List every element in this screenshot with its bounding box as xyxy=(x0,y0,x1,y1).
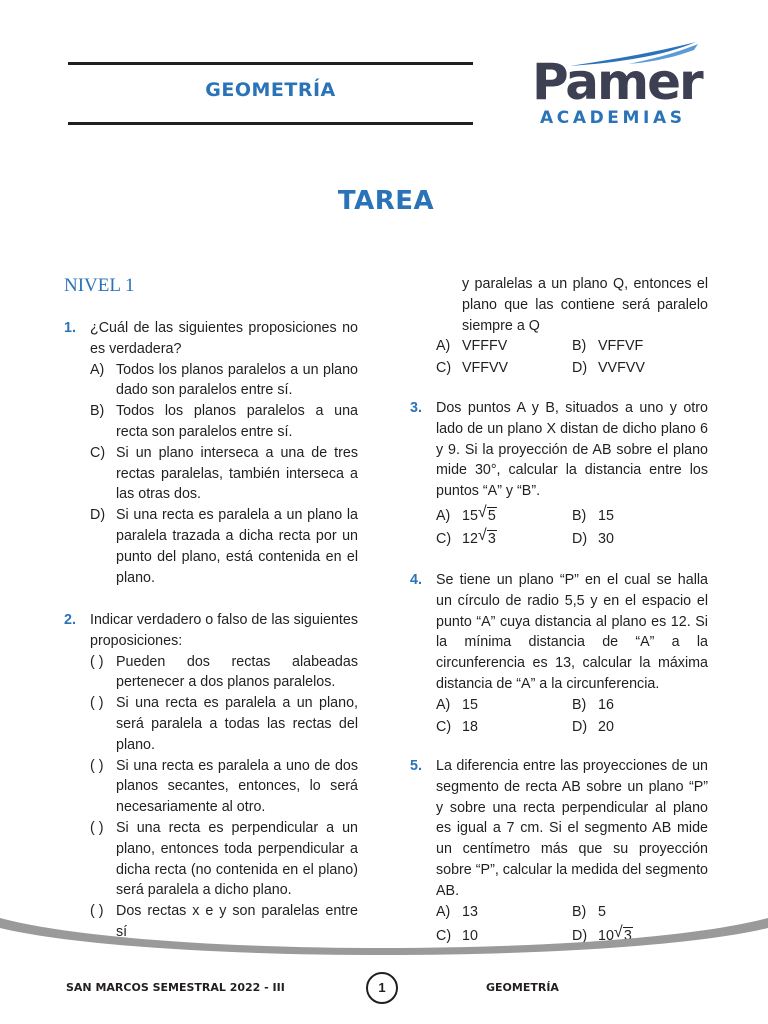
level-heading: NIVEL 1 xyxy=(64,275,135,296)
statement-4 xyxy=(90,818,358,901)
option-label: A) xyxy=(436,338,451,355)
footer-arc xyxy=(0,900,768,960)
option-label: B) xyxy=(90,403,105,420)
option-text: VFFVV xyxy=(462,360,509,377)
question-4 xyxy=(410,570,708,739)
question-text: Dos puntos A y B, situados a uno y otro lado de un plano X distan de dicho plano 6 y 9. Si la proyección de AB sobre el plano mide 30°, calcular la distancia entre los puntos “A” y “B”. xyxy=(436,400,708,500)
option-label: B) xyxy=(572,338,587,355)
option-text: VVFVV xyxy=(598,360,645,377)
statement-text: Pueden dos rectas alabeadas pertenecer a dos planos paralelos. xyxy=(116,653,358,691)
option-label: B) xyxy=(572,903,587,920)
page-title: TAREA xyxy=(337,186,435,216)
question-3 xyxy=(410,398,708,552)
option-d xyxy=(572,358,708,380)
option-c xyxy=(90,443,358,505)
statement-text: Si una recta es paralela a uno de dos planos secantes, entonces, lo será necesariamente al otro. xyxy=(116,757,358,816)
question-text: La diferencia entre las proyecciones de un segmento de recta AB sobre un plano “P” y sobre una recta perpendicular al plano es igual a 7 cm. Si el segmento AB mide un centímetro más que su proyección sobre “P”, calcular la medida del segmento AB. xyxy=(436,758,708,899)
question-2-continued xyxy=(410,274,708,380)
radical-sign-icon: √ xyxy=(477,526,487,544)
radical-sign-icon: √ xyxy=(613,923,623,941)
option-c xyxy=(436,358,572,380)
option-text: 15 xyxy=(598,507,614,524)
option-label: C) xyxy=(436,360,452,377)
option-b xyxy=(572,695,708,717)
statement-3 xyxy=(90,756,358,818)
option-text: 5 xyxy=(598,903,606,920)
option-coefficient: 12 xyxy=(462,530,478,547)
option-d xyxy=(572,529,708,552)
option-label: C) xyxy=(436,530,452,547)
option-text: VFFFV xyxy=(462,338,508,355)
option-text: 13 xyxy=(462,903,478,920)
statement-text: Si una recta es perpendicular a un plano, entonces toda perpendicular a dicha recta (no contenida en el plano) será paralela a dicho plano. xyxy=(116,819,358,899)
option-text: VFFVF xyxy=(598,338,644,355)
option-label: C) xyxy=(436,927,452,944)
option-label: C) xyxy=(436,718,452,735)
statement-blank: ( ) xyxy=(90,653,104,670)
question-2 xyxy=(64,610,358,943)
option-a xyxy=(436,695,572,717)
option-label: A) xyxy=(436,507,451,524)
options-grid xyxy=(436,695,708,739)
option-b xyxy=(572,506,708,529)
question-number: 4. xyxy=(410,572,422,588)
option-label: D) xyxy=(572,360,588,377)
option-label: D) xyxy=(90,507,106,524)
statement-5-continued xyxy=(436,274,708,336)
options-grid xyxy=(436,336,708,380)
option-text: 15 xyxy=(462,696,478,713)
option-label: D) xyxy=(572,530,588,547)
question-number: 3. xyxy=(410,400,422,416)
options-grid xyxy=(436,503,708,552)
option-coefficient: 10 xyxy=(598,927,614,944)
page-number: 1 xyxy=(366,972,398,1004)
question-number: 2. xyxy=(64,612,76,628)
statement-blank: ( ) xyxy=(90,903,104,920)
option-text: 16 xyxy=(598,696,614,713)
statement-blank: ( ) xyxy=(90,819,104,836)
statement-text: Dos rectas x e y son paralelas entre sí xyxy=(116,903,358,940)
option-d xyxy=(572,717,708,739)
option-text: 10 xyxy=(462,927,478,944)
footer-subject: GEOMETRÍA xyxy=(486,981,559,994)
option-label: D) xyxy=(572,927,588,944)
question-number: 5. xyxy=(410,758,422,774)
option-a xyxy=(436,503,572,529)
option-c xyxy=(436,526,572,552)
radicand: 3 xyxy=(487,530,496,547)
statement-1 xyxy=(90,652,358,694)
statement-text: Si una recta es paralela a un plano, será paralela a todas las rectas del plano. xyxy=(116,695,358,753)
logo-word: Pamer xyxy=(532,53,702,111)
pamer-logo xyxy=(528,40,708,130)
option-a xyxy=(90,360,358,402)
statement-blank: ( ) xyxy=(90,695,104,712)
option-label: C) xyxy=(90,444,106,461)
option-text: Todos los planos paralelos a un plano dado son paralelos entre sí. xyxy=(116,361,358,399)
option-text: Si una recta es paralela a un plano la paralela trazada a dicha recta por un punto del plano, está contenida en el plano. xyxy=(116,507,358,586)
statement-text: y paralelas a un plano Q, entonces el plano que las contiene será paralelo siempre a Q xyxy=(462,276,708,334)
option-coefficient: 15 xyxy=(462,507,478,524)
option-c xyxy=(436,717,572,739)
header-rule-top xyxy=(68,62,473,65)
option-a xyxy=(436,336,572,358)
question-text: Indicar verdadero o falso de las siguientes proposiciones: xyxy=(90,612,358,649)
header-rule-bottom xyxy=(68,122,473,125)
radical-sign-icon: √ xyxy=(477,503,487,521)
option-label: B) xyxy=(572,696,587,713)
option-label: D) xyxy=(572,718,588,735)
option-text: 18 xyxy=(462,718,478,735)
logo-subtitle: ACADEMIAS xyxy=(540,108,686,128)
option-b xyxy=(90,401,358,443)
square-root xyxy=(477,503,497,527)
statement-2 xyxy=(90,693,358,755)
question-text: Se tiene un plano “P” en el cual se halla un círculo de radio 5,5 y en el espacio el punto “A” cuya distancia al plano es 12. Si la mínima distancia de “A” a la circunferencia es 13, calcular la máxima distancia de “A” a la circunferencia. xyxy=(436,572,708,692)
square-root xyxy=(477,526,497,550)
question-1 xyxy=(64,318,358,588)
footer-course: SAN MARCOS SEMESTRAL 2022 - III xyxy=(66,981,285,994)
option-label: A) xyxy=(90,361,105,378)
option-label: B) xyxy=(572,507,587,524)
subject-title: GEOMETRÍA xyxy=(205,79,336,101)
option-label: A) xyxy=(436,903,451,920)
option-text: 30 xyxy=(598,530,614,547)
option-label: A) xyxy=(436,696,451,713)
statement-blank: ( ) xyxy=(90,757,104,774)
radicand: 5 xyxy=(487,507,496,524)
option-text: Todos los planos paralelos a una recta son paralelos entre sí. xyxy=(116,403,358,440)
question-text: ¿Cuál de las siguientes proposiciones no es verdadera? xyxy=(90,320,358,357)
option-b xyxy=(572,336,708,358)
option-text: Si un plano interseca a una de tres rectas paralelas, también interseca a las otras dos. xyxy=(116,444,358,503)
option-text: 20 xyxy=(598,718,614,735)
radicand: 3 xyxy=(623,927,632,944)
question-number: 1. xyxy=(64,320,76,336)
option-d xyxy=(90,505,358,588)
